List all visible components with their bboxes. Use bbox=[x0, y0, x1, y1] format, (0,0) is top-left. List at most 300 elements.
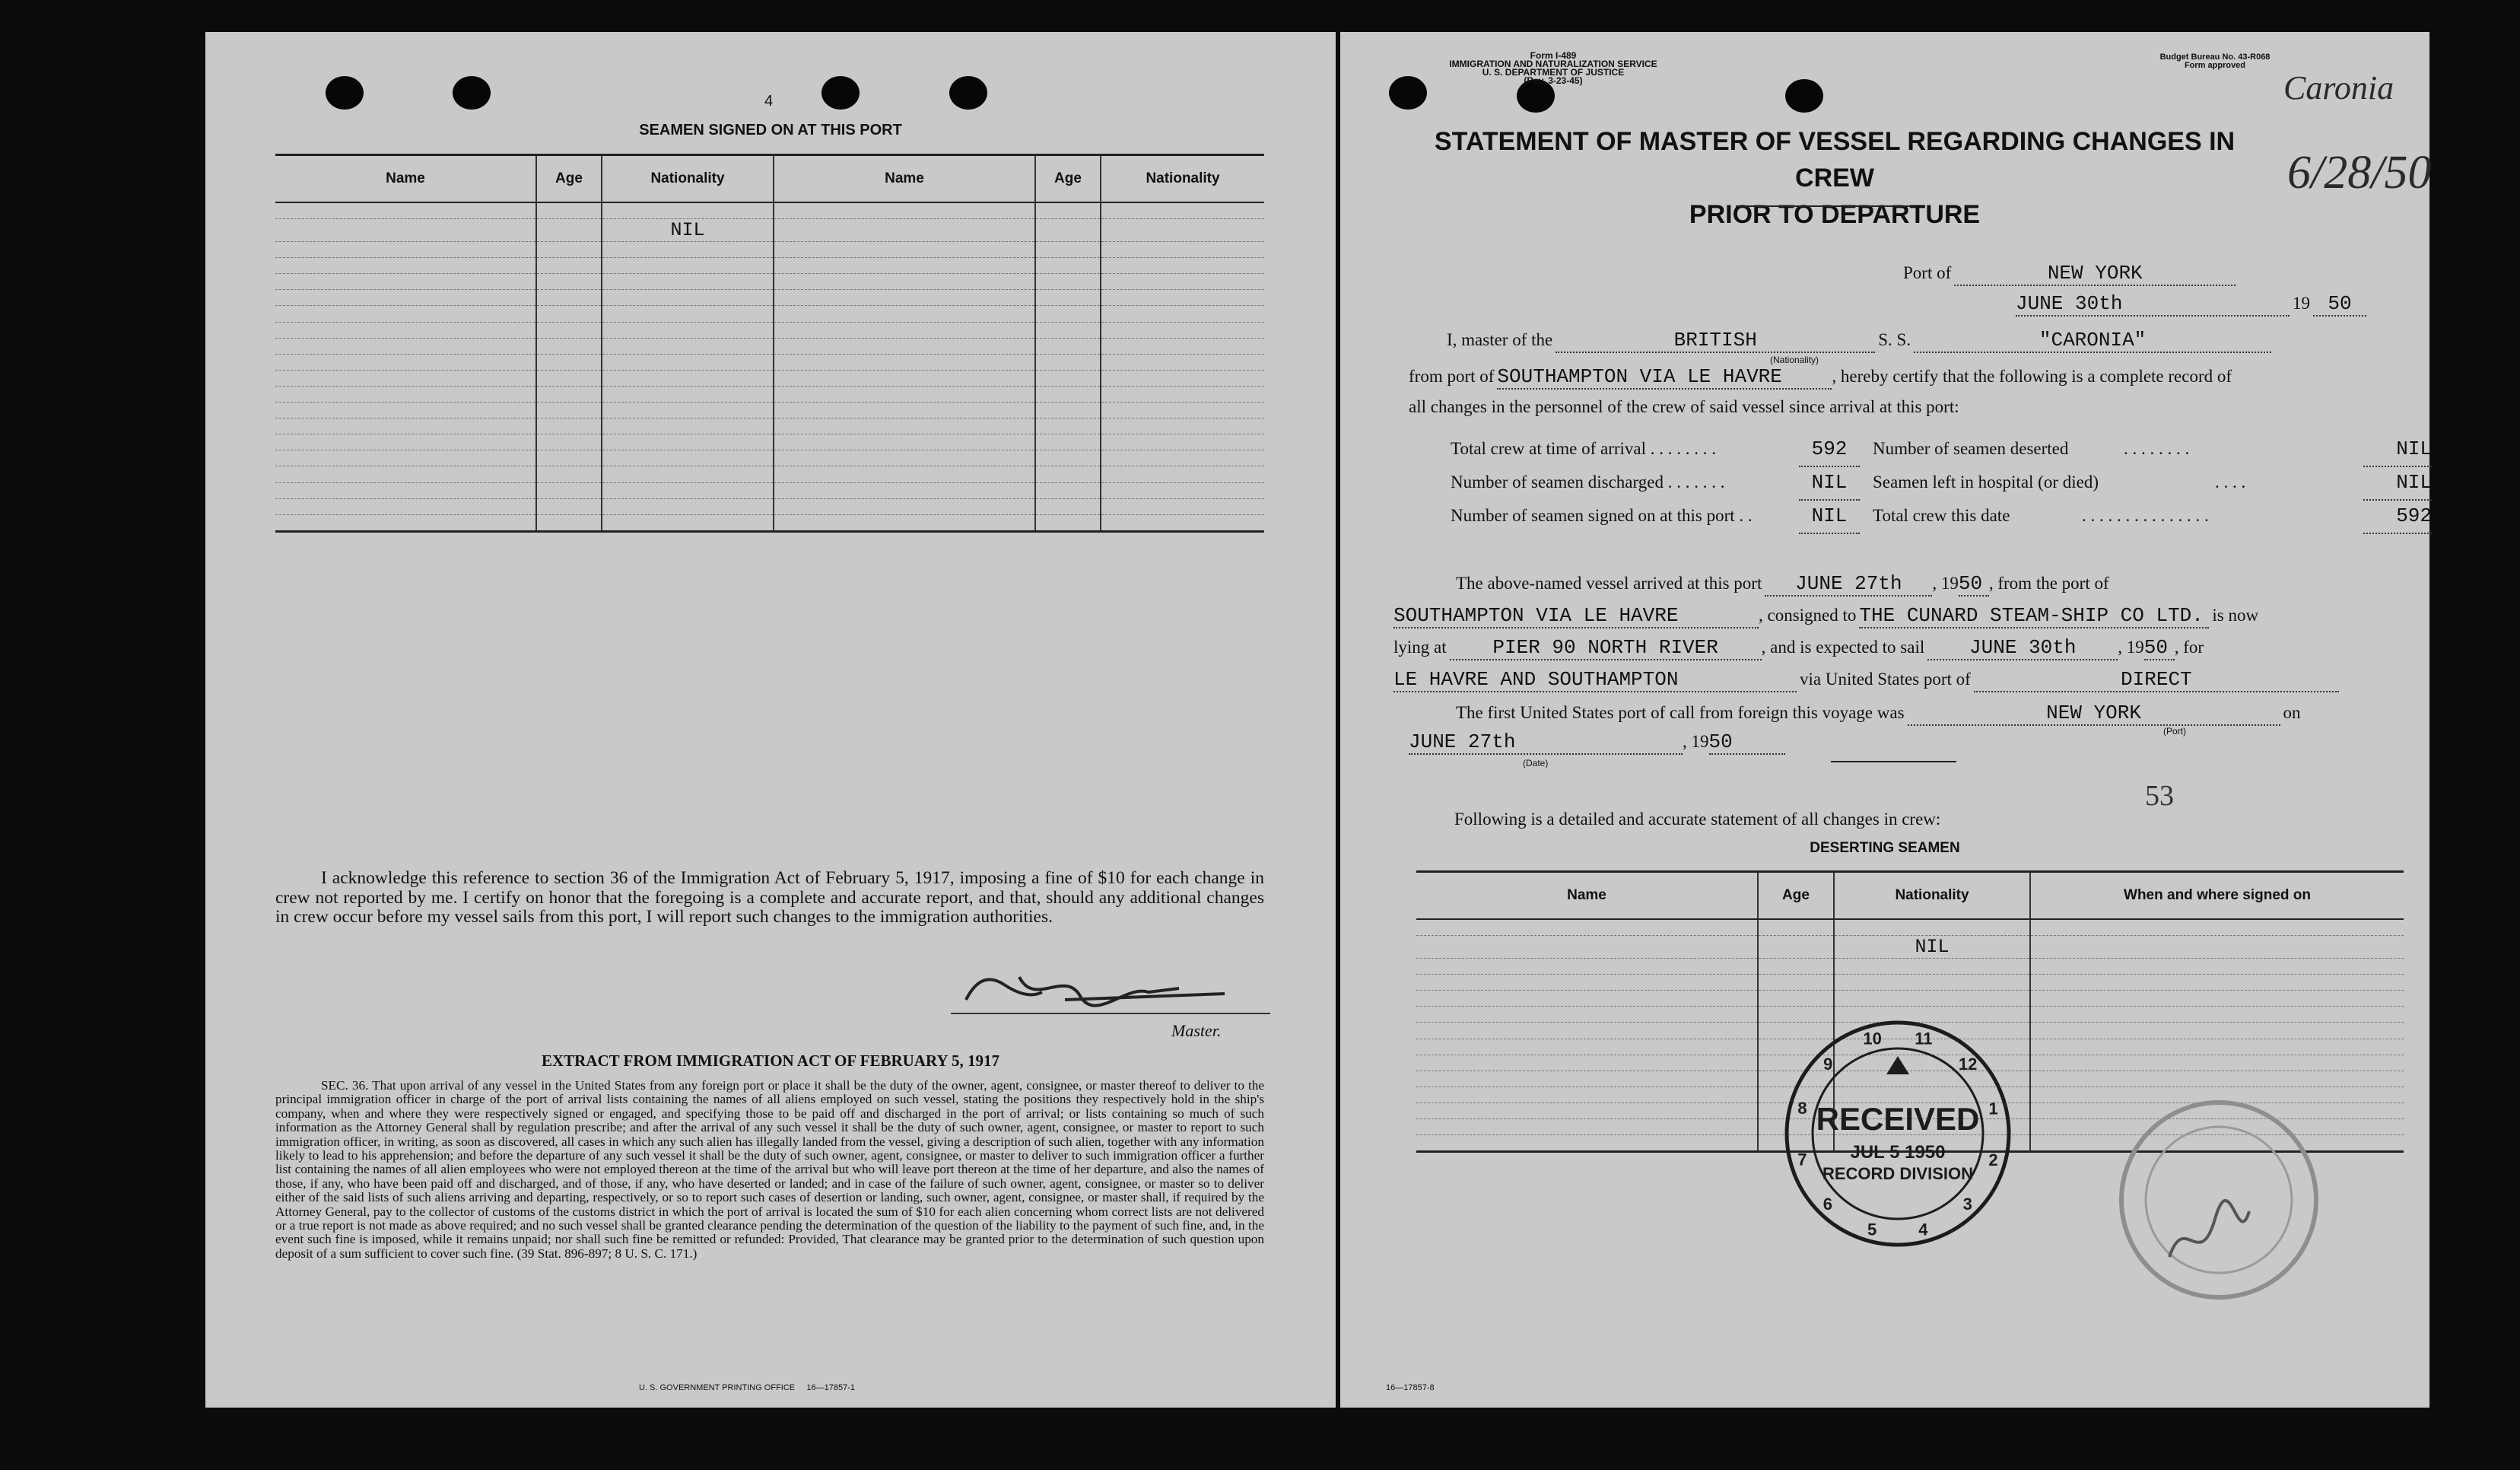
table-row bbox=[275, 418, 1264, 434]
table-cell: NIL bbox=[1834, 936, 2030, 959]
revision-line: (Rev. 3-23-45) bbox=[1524, 75, 1583, 86]
first-date: JUNE 27th bbox=[1409, 730, 1683, 755]
table-cell bbox=[1101, 258, 1264, 274]
table-cell bbox=[536, 242, 602, 258]
ship-name: "CARONIA" bbox=[1914, 329, 2271, 353]
punch-hole bbox=[1785, 79, 1823, 113]
master-label: Master. bbox=[1171, 1021, 1222, 1040]
stamp-number: 7 bbox=[1797, 1150, 1807, 1169]
table-cell bbox=[602, 466, 774, 482]
table-cell bbox=[2030, 1071, 2404, 1087]
table-cell bbox=[1101, 482, 1264, 498]
nationality-caption: (Nationality) bbox=[1770, 355, 1819, 365]
stamp-number: 4 bbox=[1918, 1220, 1928, 1239]
table-cell bbox=[275, 514, 536, 531]
table-cell bbox=[536, 354, 602, 370]
title-line: STATEMENT OF MASTER OF VESSEL REGARDING CHANGES IN CREW bbox=[1434, 127, 2236, 192]
col-name: Name bbox=[275, 155, 536, 203]
master-of-label: I, master of the bbox=[1447, 330, 1553, 349]
table-cell bbox=[1101, 306, 1264, 322]
table-cell bbox=[602, 402, 774, 418]
table-cell bbox=[602, 514, 774, 531]
table-cell bbox=[275, 354, 536, 370]
table-cell bbox=[536, 450, 602, 466]
punch-hole bbox=[949, 76, 987, 110]
table-row bbox=[275, 306, 1264, 322]
table-cell bbox=[602, 202, 774, 219]
handwritten-ship: Caronia bbox=[2283, 69, 2394, 107]
table-cell bbox=[275, 498, 536, 514]
table-cell bbox=[1834, 991, 2030, 1007]
lying-at: PIER 90 NORTH RIVER bbox=[1450, 636, 1762, 660]
table-cell bbox=[1101, 466, 1264, 482]
table-cell bbox=[1101, 386, 1264, 402]
signed-on-label: Number of seamen signed on at this port bbox=[1451, 506, 1735, 525]
punch-hole bbox=[821, 76, 860, 110]
year-prefix: 19 bbox=[2293, 294, 2310, 313]
stamp-number: 11 bbox=[1915, 1029, 1933, 1048]
table-cell bbox=[1758, 919, 1834, 936]
table-cell bbox=[536, 370, 602, 386]
table-cell bbox=[1035, 338, 1101, 354]
total-crew-arrival-label: Total crew at time of arrival bbox=[1451, 439, 1647, 458]
extract-title: EXTRACT FROM IMMIGRATION ACT OF FEBRUARY 5, 1917 bbox=[541, 1052, 1000, 1070]
arrived-date: JUNE 27th bbox=[1765, 572, 1932, 597]
table-cell bbox=[536, 274, 602, 290]
table-cell bbox=[774, 290, 1035, 306]
col-nationality: Nationality bbox=[1834, 872, 2030, 920]
punch-hole bbox=[453, 76, 491, 110]
table-cell bbox=[602, 498, 774, 514]
table-row bbox=[275, 290, 1264, 306]
certify-text-2: all changes in the personnel of the crew of said vessel since arrival at this port: bbox=[1409, 397, 1959, 416]
table-cell bbox=[1416, 1135, 1758, 1152]
table-cell bbox=[1035, 514, 1101, 531]
table-cell bbox=[1416, 959, 1758, 975]
total-crew-arrival-value: 592 bbox=[1799, 432, 1860, 467]
table-cell bbox=[1416, 1087, 1758, 1102]
lying-line: lying at PIER 90 NORTH RIVER , and is expected to sail JUNE 30th , 1950 , for bbox=[1393, 636, 2204, 659]
table-cell bbox=[1416, 991, 1758, 1007]
date-value: JUNE 30th bbox=[2016, 292, 2290, 317]
table-cell bbox=[1101, 219, 1264, 242]
table-cell bbox=[275, 434, 536, 450]
table-cell bbox=[1758, 936, 1834, 959]
table-cell bbox=[774, 482, 1035, 498]
table-cell bbox=[536, 258, 602, 274]
table-row bbox=[275, 498, 1264, 514]
port-line bbox=[1903, 262, 2299, 286]
table-cell bbox=[1101, 274, 1264, 290]
table-cell bbox=[1101, 418, 1264, 434]
punch-hole bbox=[326, 76, 364, 110]
form-header bbox=[1340, 52, 1766, 85]
table-cell bbox=[536, 498, 602, 514]
port-of-value: NEW YORK bbox=[1954, 262, 2236, 286]
table-cell bbox=[774, 338, 1035, 354]
deserting-title: DESERTING SEAMEN bbox=[1810, 840, 1960, 856]
table-row bbox=[1416, 919, 2404, 936]
destination-line bbox=[1393, 668, 2432, 692]
table-cell bbox=[774, 402, 1035, 418]
table-cell bbox=[1101, 370, 1264, 386]
table-row bbox=[275, 354, 1264, 370]
table-cell bbox=[1101, 354, 1264, 370]
from-port-value: SOUTHAMPTON VIA LE HAVRE bbox=[1497, 365, 1832, 390]
form-approved: Form approved bbox=[2184, 61, 2246, 70]
table-cell bbox=[2030, 936, 2404, 959]
col-age: Age bbox=[536, 155, 602, 203]
table-row bbox=[275, 274, 1264, 290]
first-port-label: The first United States port of call from foreign this voyage was bbox=[1456, 703, 1905, 722]
table-cell bbox=[774, 370, 1035, 386]
sail-date: JUNE 30th bbox=[1927, 636, 2118, 660]
ss-label: S. S. bbox=[1878, 330, 1911, 349]
table-row bbox=[275, 450, 1264, 466]
table-cell bbox=[536, 434, 602, 450]
left-page bbox=[205, 32, 1336, 1408]
table-cell bbox=[1101, 498, 1264, 514]
divider-rule bbox=[1831, 761, 1956, 762]
table-cell bbox=[275, 482, 536, 498]
table-cell bbox=[2030, 991, 2404, 1007]
table-cell bbox=[1416, 975, 1758, 991]
via-port: DIRECT bbox=[1974, 668, 2339, 692]
table-cell bbox=[2030, 1023, 2404, 1039]
table-row bbox=[275, 258, 1264, 274]
consigned-line bbox=[1393, 604, 2432, 628]
master-signature bbox=[951, 954, 1270, 1023]
table-cell bbox=[602, 290, 774, 306]
table-cell bbox=[774, 274, 1035, 290]
master-line bbox=[1447, 329, 2428, 353]
stamp-number: 9 bbox=[1823, 1054, 1833, 1074]
form-number: Form I-489 bbox=[1530, 50, 1577, 61]
consigned-label: , consigned to bbox=[1759, 606, 1857, 625]
table-cell bbox=[1035, 482, 1101, 498]
table-cell bbox=[275, 306, 536, 322]
table-row bbox=[275, 242, 1264, 258]
table-cell bbox=[1035, 322, 1101, 338]
table-cell bbox=[602, 258, 774, 274]
table-cell bbox=[1416, 1055, 1758, 1071]
table-cell bbox=[774, 498, 1035, 514]
section-title: SEAMEN SIGNED ON AT THIS PORT bbox=[639, 122, 902, 138]
table-cell bbox=[1035, 202, 1101, 219]
first-year: 50 bbox=[1709, 730, 1785, 755]
table-cell bbox=[2030, 959, 2404, 975]
table-cell bbox=[275, 402, 536, 418]
hospital-value: NIL bbox=[2363, 466, 2432, 501]
table-cell bbox=[2030, 1055, 2404, 1071]
table-cell bbox=[536, 402, 602, 418]
table-cell bbox=[774, 466, 1035, 482]
table-cell bbox=[1758, 991, 1834, 1007]
form-footer: 16—17857-8 bbox=[1386, 1383, 1435, 1392]
expected-sail-label: , and is expected to sail bbox=[1761, 638, 1925, 657]
summary-block: Total crew at time of arrival . . . . . . . . 592 Number of seamen deserted . . . . . . . . NIL Number of seamen discharged . . . . . . . NIL Seamen left in hospital (or died) . . . . NIL Number of seamen signed on at this port . . NIL Total crew this date . . . . . . . . . . . . . . . 592 bbox=[1451, 432, 2432, 533]
table-cell bbox=[275, 274, 536, 290]
col-when-where: When and where signed on bbox=[2030, 872, 2404, 920]
arrived-year: 50 bbox=[1959, 572, 1989, 597]
table-cell bbox=[536, 466, 602, 482]
table-cell bbox=[275, 202, 536, 219]
on-label: on bbox=[2283, 703, 2301, 722]
discharged-label: Number of seamen discharged bbox=[1451, 473, 1664, 492]
table-row bbox=[275, 434, 1264, 450]
date-caption: (Date) bbox=[1523, 758, 1549, 768]
stamp-division: RECORD DIVISION bbox=[1822, 1164, 1974, 1183]
table-cell bbox=[774, 242, 1035, 258]
table-row bbox=[275, 338, 1264, 354]
table-cell bbox=[1758, 959, 1834, 975]
table-cell bbox=[536, 386, 602, 402]
acknowledgement-text: I acknowledge this reference to section 36 of the Immigration Act of February 5, 1917, imposing a fine of $10 for each change in crew not reported by me. I certify on honor that the foregoing is a complete and accurate report, and that, should any additional changes in crew occur before my vessel sails from this port, I will report such changes to the immigration authorities. bbox=[275, 868, 1264, 927]
table-cell bbox=[602, 322, 774, 338]
table-cell bbox=[536, 482, 602, 498]
table-cell bbox=[536, 418, 602, 434]
table-cell bbox=[275, 386, 536, 402]
faint-stamp bbox=[2116, 1097, 2321, 1303]
table-cell bbox=[1035, 418, 1101, 434]
for-label: , for bbox=[2174, 638, 2204, 657]
table-cell bbox=[1416, 1119, 1758, 1135]
table-cell bbox=[1101, 322, 1264, 338]
date-line bbox=[2016, 292, 2426, 317]
table-cell bbox=[1035, 450, 1101, 466]
table-row bbox=[275, 466, 1264, 482]
table-row bbox=[275, 219, 1264, 242]
table-cell: NIL bbox=[602, 219, 774, 242]
table-cell bbox=[275, 322, 536, 338]
table-cell bbox=[1035, 498, 1101, 514]
printer-line: U. S. GOVERNMENT PRINTING OFFICE 16—17857-1 bbox=[639, 1383, 856, 1392]
table-cell bbox=[1035, 466, 1101, 482]
table-cell bbox=[1035, 386, 1101, 402]
handwritten-date: 6/28/50 bbox=[2287, 147, 2432, 199]
hospital-label: Seamen left in hospital (or died) bbox=[1873, 473, 2099, 492]
table-cell bbox=[275, 242, 536, 258]
form-title bbox=[1416, 123, 2253, 233]
col-age: Age bbox=[1758, 872, 1834, 920]
first-port: NEW YORK bbox=[1908, 702, 2280, 726]
table-cell bbox=[774, 418, 1035, 434]
table-cell bbox=[2030, 975, 2404, 991]
deserted-value: NIL bbox=[2363, 432, 2432, 467]
table-cell bbox=[774, 322, 1035, 338]
table-cell bbox=[1035, 370, 1101, 386]
table-cell bbox=[1101, 202, 1264, 219]
via-label: via United States port of bbox=[1800, 670, 1971, 689]
budget-bureau: Budget Bureau No. 43-R068 bbox=[2159, 52, 2271, 62]
table-cell bbox=[1035, 242, 1101, 258]
page-number: 4 bbox=[764, 93, 774, 110]
table-cell bbox=[774, 306, 1035, 322]
agency-line: IMMIGRATION AND NATURALIZATION SERVICE bbox=[1449, 59, 1657, 69]
port-caption: (Port) bbox=[2163, 726, 2186, 737]
arrived-line: The above-named vessel arrived at this port JUNE 27th , 1950 , from the port of bbox=[1456, 572, 2109, 595]
year-value: 50 bbox=[2313, 292, 2366, 317]
table-cell bbox=[774, 514, 1035, 531]
table-cell bbox=[1035, 290, 1101, 306]
first-date-line: JUNE 27th , 1950 bbox=[1409, 730, 1785, 755]
table-cell bbox=[602, 482, 774, 498]
following-text: Following is a detailed and accurate statement of all changes in crew: bbox=[1454, 810, 1941, 829]
table-cell bbox=[536, 290, 602, 306]
from-the-port-label: , from the port of bbox=[1988, 574, 2109, 593]
table-row bbox=[275, 370, 1264, 386]
table-cell bbox=[275, 450, 536, 466]
stamp-number: 3 bbox=[1962, 1195, 1972, 1214]
table-cell bbox=[774, 450, 1035, 466]
deserted-label: Number of seamen deserted bbox=[1873, 439, 2069, 458]
table-cell bbox=[1416, 1007, 1758, 1023]
table-cell bbox=[536, 202, 602, 219]
table-row bbox=[1416, 975, 2404, 991]
sail-year: 50 bbox=[2144, 636, 2175, 660]
table-cell bbox=[602, 450, 774, 466]
table-row bbox=[1416, 959, 2404, 975]
table-cell bbox=[602, 354, 774, 370]
signed-on-value: NIL bbox=[1799, 499, 1860, 534]
table-cell bbox=[1035, 354, 1101, 370]
table-cell bbox=[1416, 1039, 1758, 1055]
table-cell bbox=[1416, 1071, 1758, 1087]
table-row bbox=[275, 202, 1264, 219]
table-row bbox=[275, 402, 1264, 418]
table-cell bbox=[1035, 258, 1101, 274]
total-crew-date-label: Total crew this date bbox=[1873, 506, 2010, 525]
received-stamp bbox=[1780, 1020, 2016, 1248]
table-cell bbox=[1416, 919, 1758, 936]
table-cell bbox=[1035, 434, 1101, 450]
table-cell bbox=[275, 290, 536, 306]
agency-line: U. S. DEPARTMENT OF JUSTICE bbox=[1482, 67, 1625, 78]
table-row bbox=[275, 514, 1264, 531]
table-cell bbox=[774, 434, 1035, 450]
nationality-value: BRITISH bbox=[1556, 329, 1875, 353]
title-line: PRIOR TO DEPARTURE bbox=[1689, 200, 1981, 229]
table-cell bbox=[536, 338, 602, 354]
table-cell bbox=[602, 434, 774, 450]
handwritten-number: 53 bbox=[2145, 780, 2174, 812]
stamp-received-text: RECEIVED bbox=[1816, 1101, 1980, 1137]
port-of-label: Port of bbox=[1903, 263, 1952, 282]
arrived-label: The above-named vessel arrived at this port bbox=[1456, 574, 1762, 593]
table-cell bbox=[602, 386, 774, 402]
table-cell bbox=[1758, 975, 1834, 991]
signed-on-table bbox=[275, 154, 1264, 533]
table-cell bbox=[1834, 959, 2030, 975]
table-cell bbox=[1101, 402, 1264, 418]
table-cell bbox=[1101, 450, 1264, 466]
table-cell bbox=[774, 386, 1035, 402]
stamp-number: 8 bbox=[1797, 1099, 1807, 1118]
table-cell bbox=[602, 418, 774, 434]
from-port-line bbox=[1409, 365, 2428, 390]
table-cell bbox=[536, 514, 602, 531]
table-cell bbox=[536, 219, 602, 242]
consigned-to: THE CUNARD STEAM-SHIP CO LTD. bbox=[1859, 604, 2209, 628]
col-nationality: Nationality bbox=[602, 155, 774, 203]
table-cell bbox=[602, 338, 774, 354]
table-cell bbox=[602, 242, 774, 258]
is-now-label: is now bbox=[2212, 606, 2259, 625]
lying-at-label: lying at bbox=[1393, 638, 1447, 657]
table-row bbox=[275, 322, 1264, 338]
from-port-label: from port of bbox=[1409, 367, 1495, 386]
table-cell bbox=[1035, 274, 1101, 290]
table-cell bbox=[2030, 1039, 2404, 1055]
table-cell bbox=[2030, 1007, 2404, 1023]
arrival-from: SOUTHAMPTON VIA LE HAVRE bbox=[1393, 604, 1759, 628]
table-cell bbox=[2030, 919, 2404, 936]
table-cell bbox=[1416, 936, 1758, 959]
col-age: Age bbox=[1035, 155, 1101, 203]
stamp-number: 10 bbox=[1863, 1029, 1882, 1048]
table-cell bbox=[602, 370, 774, 386]
destination: LE HAVRE AND SOUTHAMPTON bbox=[1393, 668, 1797, 692]
table-cell bbox=[275, 258, 536, 274]
table-cell bbox=[1101, 434, 1264, 450]
table-row bbox=[275, 482, 1264, 498]
stamp-number: 2 bbox=[1988, 1150, 1998, 1169]
first-port-line bbox=[1409, 702, 2432, 726]
table-cell bbox=[1035, 219, 1101, 242]
stamp-date: JUL 5 1950 bbox=[1850, 1142, 1946, 1163]
discharged-value: NIL bbox=[1799, 466, 1860, 501]
table-cell bbox=[1416, 1102, 1758, 1118]
right-page bbox=[1340, 32, 2432, 1408]
table-cell bbox=[602, 274, 774, 290]
table-cell bbox=[1834, 919, 2030, 936]
title-rule bbox=[1736, 205, 1911, 207]
stamp-number: 5 bbox=[1867, 1220, 1877, 1239]
table-cell bbox=[1416, 1023, 1758, 1039]
table-cell bbox=[774, 219, 1035, 242]
table-cell bbox=[602, 306, 774, 322]
table-cell bbox=[1101, 338, 1264, 354]
table-cell bbox=[275, 370, 536, 386]
extract-text: SEC. 36. That upon arrival of any vessel in the United States from any foreign port or place it shall be the duty of the owner, agent, consignee, or master thereof to deliver to the principal immigration officer in charge of the port of arrival lists containing the names of all aliens employed on such vessel, stating the positions they respectively hold in the ship's company, when and where they were respectively signed or engaged, and specifying those to be paid off and discharged in the port of arrival; or lists containing so much of such information as the Attorney General shall by regulation prescribe; and after the arrival of any such vessel it shall be the duty of such owner, agent, consignee, or master to report to such immigration officer, in writing, as soon as discovered, all cases in which any such alien has illegally landed from the vessel, giving a description of such alien, together with any information likely to lead to his apprehension; and before the departure of any such vessel it shall be the duty of such owner, agent, consignee, or master to deliver to such immigration officer a further list containing the names of all alien employees who were not employed thereon at the time of the arrival but who will leave port thereon at the time of her departure, and also the names of those, if any, who have been paid off and discharged, and of those, if any, who have deserted or landed; and in case of the failure of such owner, agent, consignee, or master so to deliver either of the said lists of such aliens arriving and departing, respectively, or so to report such cases of desertion or landing, such owner, agent, consignee, or master shall, if required by the Attorney General, pay to the collector of customs of the customs district in which the port of arrival is located the sum of $10 for each alien concerning whom correct lists are not delivered or a true report is not made as above required; and no such vessel shall be granted clearance pending the determination of the question of the liability to the payment of such fine, and, in the event such fine is imposed, while it remains unpaid; nor shall such fine be remitted or refunded: Provided, That clearance may be granted prior to the determination of such question upon deposit of a sum sufficient to cover such fine. (39 Stat. 896-897; 8 U. S. C. 171.) bbox=[275, 1078, 1264, 1261]
col-name: Name bbox=[1416, 872, 1758, 920]
stamp-number: 1 bbox=[1988, 1099, 1998, 1118]
table-cell bbox=[774, 258, 1035, 274]
table-cell bbox=[774, 354, 1035, 370]
table-cell bbox=[1035, 402, 1101, 418]
table-cell bbox=[275, 219, 536, 242]
table-cell bbox=[536, 322, 602, 338]
certify-text: , hereby certify that the following is a complete record of bbox=[1832, 367, 2232, 386]
stamp-number: 12 bbox=[1958, 1055, 1978, 1074]
table-row bbox=[1416, 991, 2404, 1007]
table-cell bbox=[1035, 306, 1101, 322]
total-crew-date-value: 592 bbox=[2363, 499, 2432, 534]
table-cell bbox=[536, 306, 602, 322]
table-cell bbox=[1834, 975, 2030, 991]
table-cell bbox=[275, 338, 536, 354]
table-cell bbox=[1101, 514, 1264, 531]
table-row bbox=[1416, 936, 2404, 959]
budget-block bbox=[2147, 53, 2283, 70]
table-cell bbox=[275, 466, 536, 482]
col-nationality: Nationality bbox=[1101, 155, 1264, 203]
table-cell bbox=[275, 418, 536, 434]
stamp-number: 6 bbox=[1822, 1194, 1833, 1214]
table-cell bbox=[774, 202, 1035, 219]
table-cell bbox=[1101, 290, 1264, 306]
table-cell bbox=[1101, 242, 1264, 258]
